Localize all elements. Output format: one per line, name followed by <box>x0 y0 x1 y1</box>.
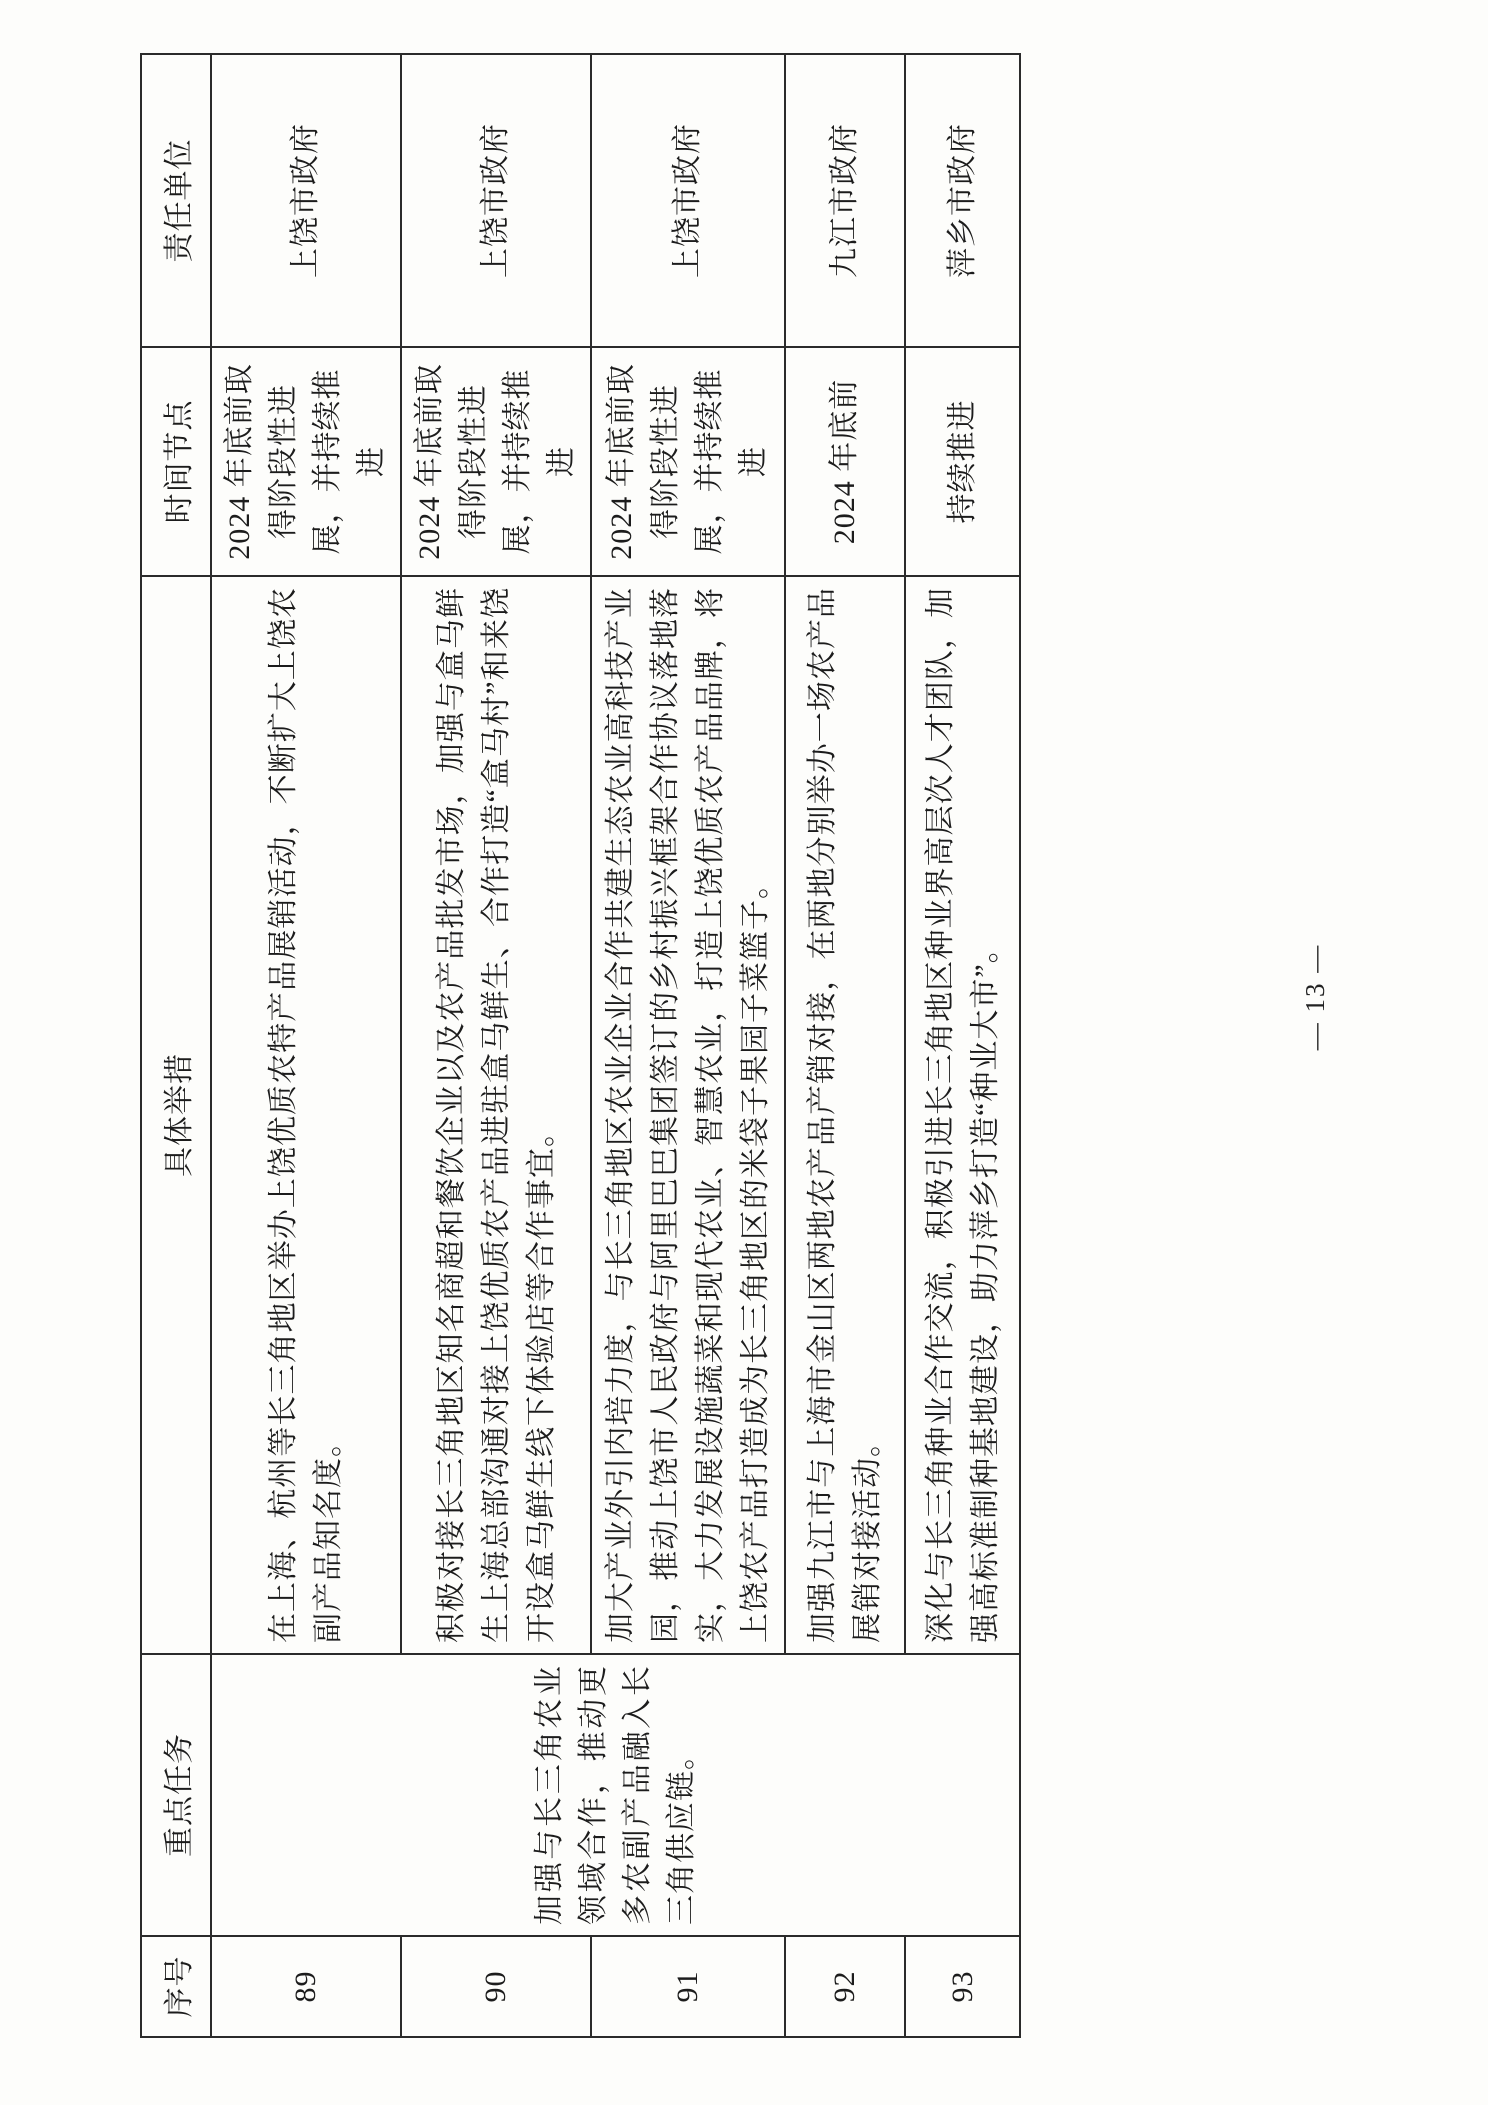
row-index: 91 <box>591 1936 785 2037</box>
row-index: 93 <box>905 1936 1020 2037</box>
responsible-cell: 九江市政府 <box>785 54 905 347</box>
header-index: 序号 <box>141 1936 211 2037</box>
row-index: 89 <box>211 1936 401 2037</box>
timeline-cell: 2024 年底前取得阶段性进展，并持续推进 <box>211 347 401 576</box>
timeline-cell: 2024 年底前取得阶段性进展，并持续推进 <box>401 347 591 576</box>
header-responsible: 责任单位 <box>141 54 211 347</box>
header-measures: 具体举措 <box>141 576 211 1654</box>
timeline-cell: 2024 年底前取得阶段性进展，并持续推进 <box>591 347 785 576</box>
header-task: 重点任务 <box>141 1654 211 1936</box>
responsible-cell: 上饶市政府 <box>211 54 401 347</box>
responsible-cell: 上饶市政府 <box>401 54 591 347</box>
page-number: — 13 — <box>1300 943 1330 1051</box>
measure-cell: 积极对接长三角地区知名商超和餐饮企业以及农产品批发市场，加强与盒马鲜生上海总部沟通对接上饶优质农产品进驻盒马鲜生、合作打造“盒马村”和来饶开设盒马鲜生线下体验店等合作事宜。 <box>401 576 591 1654</box>
table-header-row <box>141 54 211 2037</box>
row-index: 92 <box>785 1936 905 2037</box>
timeline-cell: 2024 年底前 <box>785 347 905 576</box>
table-row <box>211 54 401 2037</box>
row-index: 90 <box>401 1936 591 2037</box>
merged-task-cell: 加强与长三角农业领域合作，推动更多农副产品融入长三角供应链。 <box>211 1654 1020 1936</box>
measure-cell: 加强九江市与上海市金山区两地农产品产销对接，在两地分别举办一场农产品展销对接活动。 <box>785 576 905 1654</box>
timeline-cell: 持续推进 <box>905 347 1020 576</box>
measure-cell: 加大产业外引内培力度，与长三角地区农业企业合作共建生态农业高科技产业园，推动上饶市人民政府与阿里巴巴集团签订的乡村振兴框架合作协议落地落实，大力发展设施蔬菜和现代农业、智慧农业，打造上饶优质农产品品牌，将上饶农产品打造成为长三角地区的米袋子果园子菜篮子。 <box>591 576 785 1654</box>
responsible-cell: 萍乡市政府 <box>905 54 1020 347</box>
measure-cell: 在上海、杭州等长三角地区举办上饶优质农特产品展销活动，不断扩大上饶农副产品知名度。 <box>211 576 401 1654</box>
measure-cell: 深化与长三角种业合作交流，积极引进长三角地区种业界高层次人才团队，加强高标准制种基地建设，助力萍乡打造“种业大市”。 <box>905 576 1020 1654</box>
header-timeline: 时间节点 <box>141 347 211 576</box>
responsible-cell: 上饶市政府 <box>591 54 785 347</box>
task-table <box>140 53 1021 2038</box>
